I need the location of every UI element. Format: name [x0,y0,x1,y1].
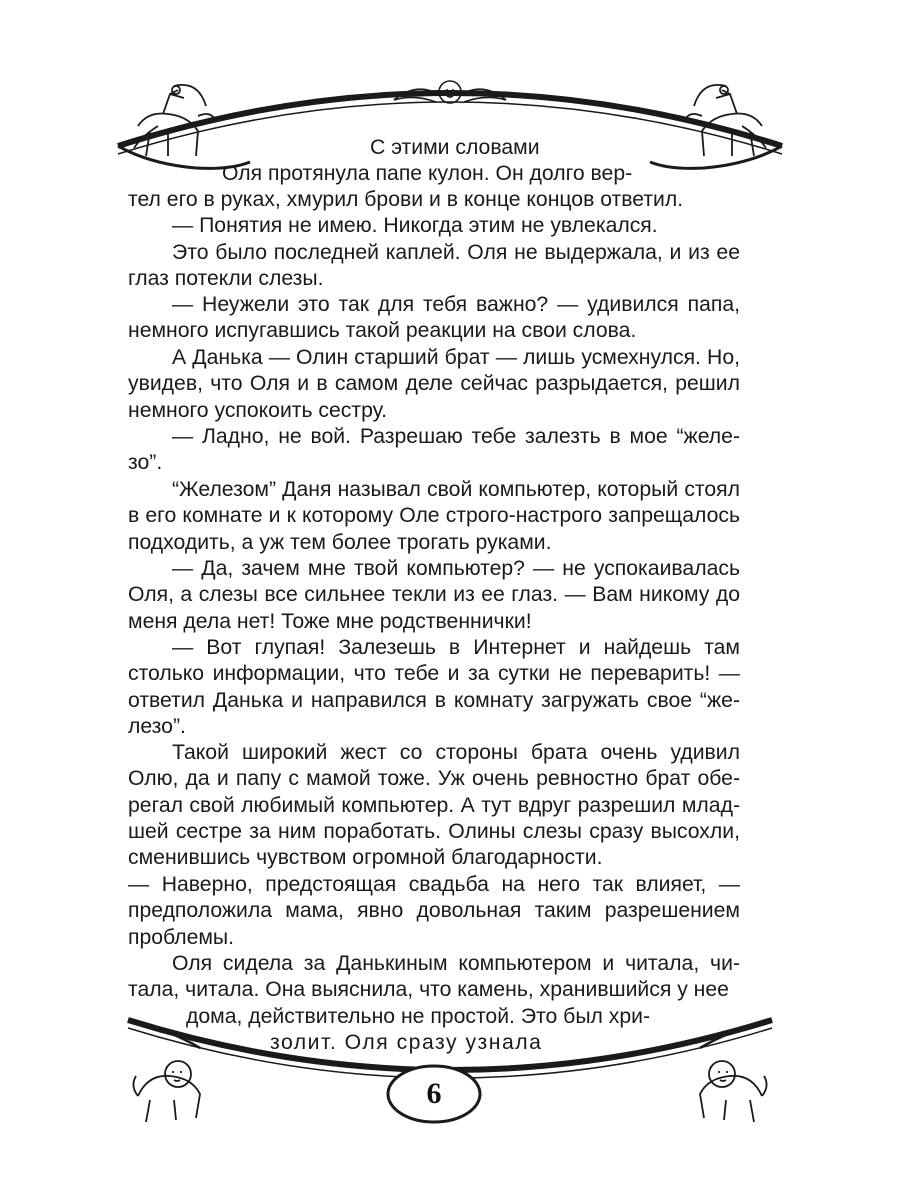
paragraph: — Да, зачем мне твой компьютер? — не успокаивалась Оля, а слезы все сильнее текли из ее глаз. — Вам никому до меня дела нет! Тоже мне родственнички! [128,557,740,633]
paragraph: А Данька — Олин старший брат — лишь усмехнулся. Но, увидев, что Оля и в самом деле сейчас разрыдается, решил немного успокоить сестру. [128,346,740,422]
page-number: 6 [426,1077,442,1110]
lion-icon [700,1061,767,1122]
paragraph: — Неужели это так для тебя важно? — удивился папа, немного испугавшись такой реакции на свои слова. [128,293,740,343]
paragraph: Такой широкий жест со стороны брата очень удивил Олю, да и папу с мамой тоже. Уж очень ревностно брат оберегал свой любимый компьютер. А тут вдруг разрешил младшей сестре за ним поработать. Олины слезы сразу высохли, сменившись чувством огромной благодарности. [128,741,740,870]
paragraph: — Вот глупая! Залезешь в Интернет и найдешь там столько информации, что тебе и за сутки не переварить! — ответил Данька и направился в комнату загружать свое “железо”. [128,636,740,738]
paragraph: Оля сидела за Данькиным компьютером и читала, читала, читала. Она выяснила, что камень, хранившийся у нее [128,952,740,1002]
paragraph: — Наверно, предстоящая свадьба на него так влияет, — предположила мама, явно довольная таким разрешением проблемы. [128,873,740,949]
text-line: дома, действительно не простой. Это был хри- [186,1005,651,1028]
heading-line: С этими словами [370,136,540,159]
paragraph: “Железом” Даня называл свой компьютер, который стоял в его комнате и к которому Оле строго-настрого запрещалось подходить, а уж тем более трогать руками. [128,478,740,554]
text-line: тел его в руках, хмурил брови и в конце концов ответил. [128,188,684,211]
paragraph: Это было последней каплей. Оля не выдержала, и из ее глаз потекли слезы. [128,241,740,291]
text-line: Оля протянула папе кулон. Он долго вер- [222,162,633,185]
lion-icon [133,1061,200,1122]
paragraph: — Понятия не имею. Никогда этим не увлекался. [172,214,658,237]
top-right-scroll [650,146,782,168]
text-line: золит. Оля сразу узнала [270,1031,543,1054]
paragraph: — Ладно, не вой. Разрешаю тебе залезть в мое “железо”. [128,425,740,475]
